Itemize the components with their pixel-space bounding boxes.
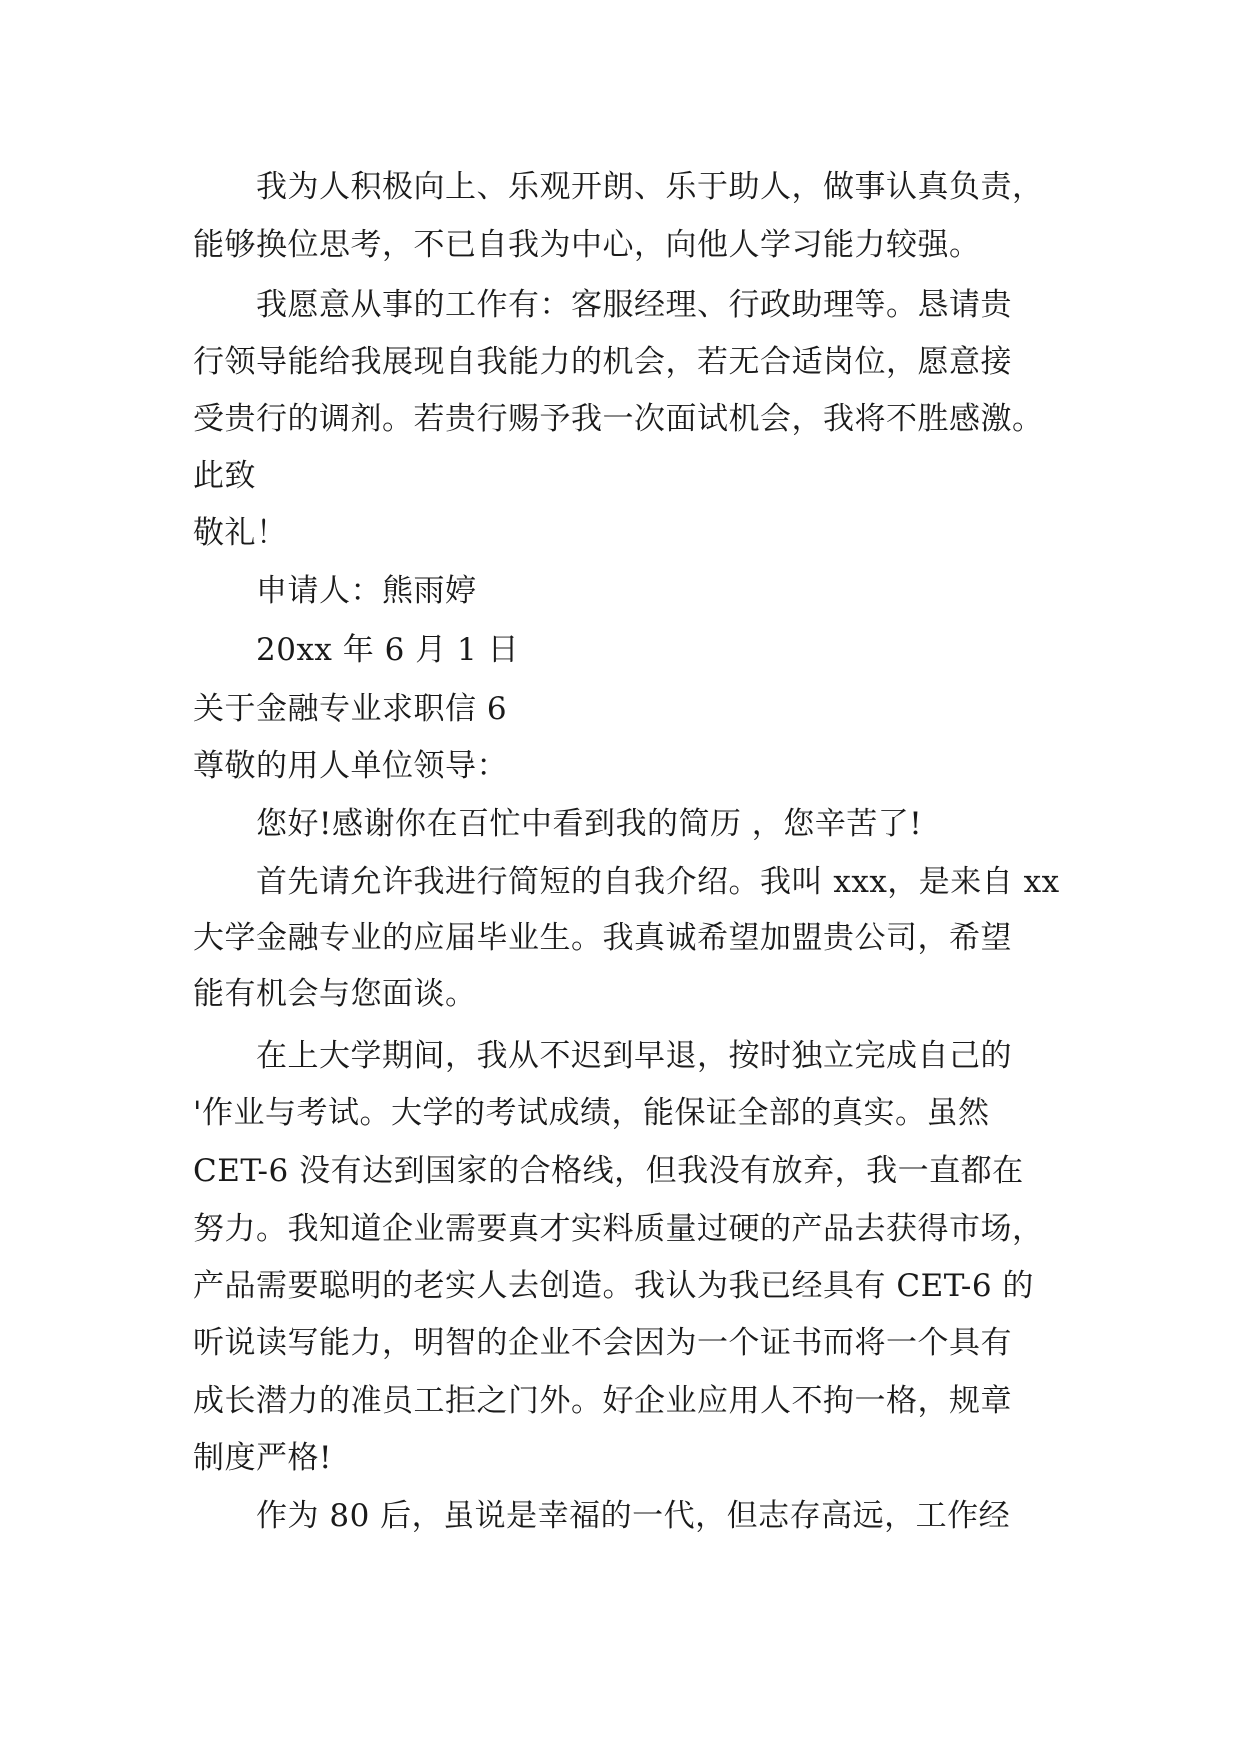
paragraph-line: 制度严格! bbox=[193, 1440, 332, 1476]
paragraph-line: 我愿意从事的工作有：客服经理、行政助理等。恳请贵 bbox=[256, 287, 1012, 323]
paragraph-line: 听说读写能力，明智的企业不会因为一个证书而将一个具有 bbox=[193, 1325, 1012, 1361]
signature-applicant: 申请人：熊雨婷 bbox=[256, 573, 477, 609]
closing-line: 此致 bbox=[193, 458, 256, 494]
section-title: 关于金融专业求职信 6 bbox=[193, 691, 508, 727]
paragraph-line: 能够换位思考，不已自我为中心，向他人学习能力较强。 bbox=[193, 227, 981, 263]
paragraph-line: 我为人积极向上、乐观开朗、乐于助人，做事认真负责， bbox=[256, 169, 1044, 205]
paragraph-line: 行领导能给我展现自我能力的机会，若无合适岗位，愿意接 bbox=[193, 344, 1012, 380]
paragraph-line: 大学金融专业的应届毕业生。我真诚希望加盟贵公司，希望 bbox=[193, 920, 1012, 956]
signature-date: 20xx 年 6 月 1 日 bbox=[256, 632, 520, 668]
paragraph-line: 作为 80 后，虽说是幸福的一代，但志存高远，工作经 bbox=[256, 1498, 1011, 1534]
paragraph-line: 能有机会与您面谈。 bbox=[193, 976, 477, 1012]
paragraph-line: 在上大学期间，我从不迟到早退，按时独立完成自己的 bbox=[256, 1038, 1012, 1074]
paragraph-line: 努力。我知道企业需要真才实料质量过硬的产品去获得市场， bbox=[193, 1211, 1044, 1247]
paragraph-line: 首先请允许我进行简短的自我介绍。我叫 xxx，是来自 xx bbox=[256, 864, 1060, 900]
closing-salutation: 敬礼！ bbox=[193, 515, 288, 551]
greeting: 尊敬的用人单位领导： bbox=[193, 748, 508, 784]
paragraph-line: 产品需要聪明的老实人去创造。我认为我已经具有 CET-6 的 bbox=[193, 1268, 1034, 1304]
paragraph-line: 受贵行的调剂。若贵行赐予我一次面试机会，我将不胜感激。 bbox=[193, 401, 1044, 437]
paragraph-line: 您好!感谢你在百忙中看到我的简历 ，您辛苦了! bbox=[256, 806, 923, 842]
paragraph-line: 成长潜力的准员工拒之门外。好企业应用人不拘一格，规章 bbox=[193, 1383, 1012, 1419]
paragraph-line: '作业与考试。大学的考试成绩，能保证全部的真实。虽然 bbox=[193, 1095, 990, 1131]
paragraph-line: CET-6 没有达到国家的合格线，但我没有放弃，我一直都在 bbox=[193, 1153, 1024, 1189]
